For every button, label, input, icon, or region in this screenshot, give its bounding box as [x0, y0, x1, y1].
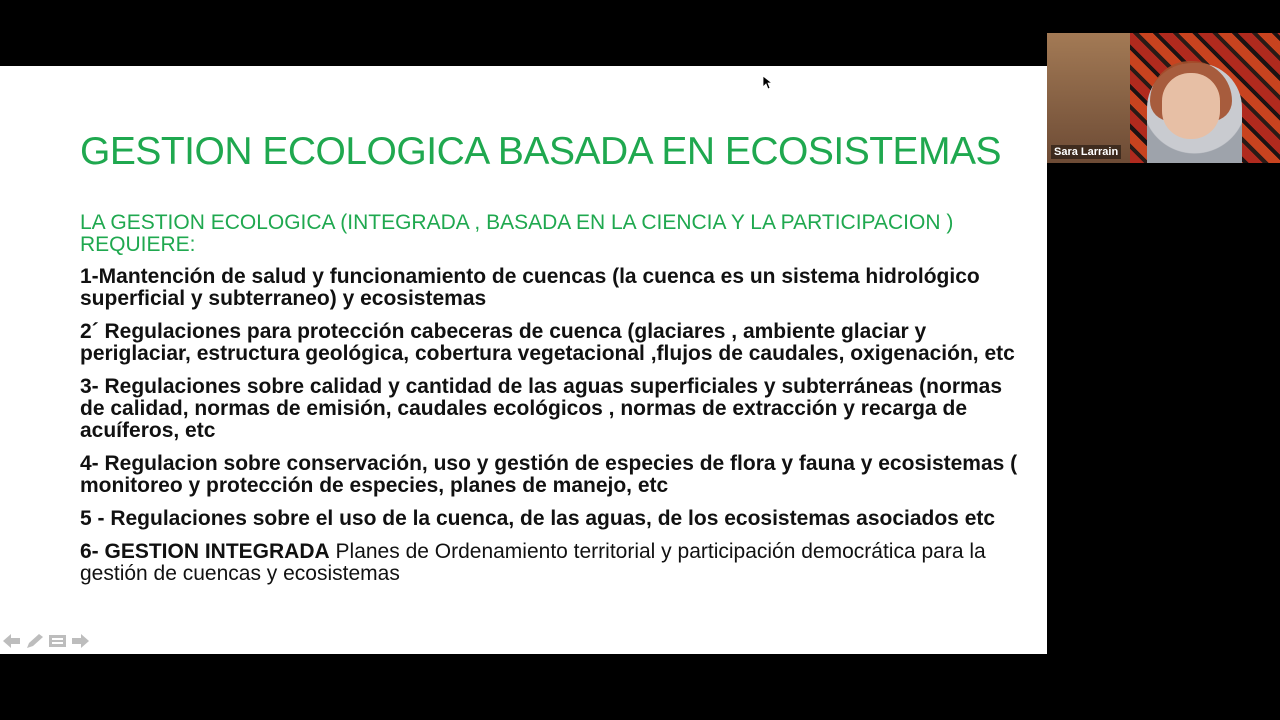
- pen-icon[interactable]: [25, 633, 44, 649]
- item6-bold: 6- GESTION INTEGRADA: [80, 540, 330, 563]
- slide-bullet-list: [80, 266, 1020, 596]
- presentation-slide: [0, 66, 1047, 654]
- arrow-left-icon[interactable]: [2, 633, 21, 649]
- video-background-wall: [1047, 33, 1142, 163]
- participant-name-label: Sara Larrain: [1051, 145, 1121, 159]
- mouse-cursor-icon: [763, 76, 773, 90]
- list-item: 1-Mantención de salud y funcionamiento de cuencas (la cuenca es un sistema hidrológico superficial y subterraneo) y ecosistemas: [80, 265, 980, 310]
- list-item: 5 - Regulaciones sobre el uso de la cuenca, de las aguas, de los ecosistemas asociados etc: [80, 507, 996, 530]
- slide-subtitle: LA GESTION ECOLOGICA (INTEGRADA , BASADA EN LA CIENCIA Y LA PARTICIPACION ) REQUIERE:: [80, 211, 954, 256]
- list-item: [80, 541, 1020, 585]
- slide-title: GESTION ECOLOGICA BASADA EN ECOSISTEMAS: [80, 130, 1002, 173]
- item6-rest: Planes de Ordenamiento territorial y participación democrática para la gestión de cuencas y ecosistemas: [80, 540, 986, 585]
- participant-video-tile[interactable]: [1047, 33, 1280, 163]
- slide-navigation: [2, 633, 90, 649]
- arrow-right-icon[interactable]: [71, 633, 90, 649]
- participant-face: [1162, 73, 1220, 139]
- slides-menu-icon[interactable]: [48, 633, 67, 649]
- list-item: 4- Regulacion sobre conservación, uso y gestión de especies de flora y fauna y ecosistemas ( monitoreo y protección de especies, planes de manejo, etc: [80, 452, 1018, 497]
- list-item: 2´ Regulaciones para protección cabeceras de cuenca (glaciares , ambiente glaciar y periglaciar, estructura geológica, cobertura vegetacional ,flujos de caudales, oxigenación, etc: [80, 320, 1015, 365]
- list-item: 3- Regulaciones sobre calidad y cantidad de las aguas superficiales y subterráneas (normas de calidad, normas de emisión, caudales ecológicos , normas de extracción y recarga de acuíferos, etc: [80, 375, 1003, 442]
